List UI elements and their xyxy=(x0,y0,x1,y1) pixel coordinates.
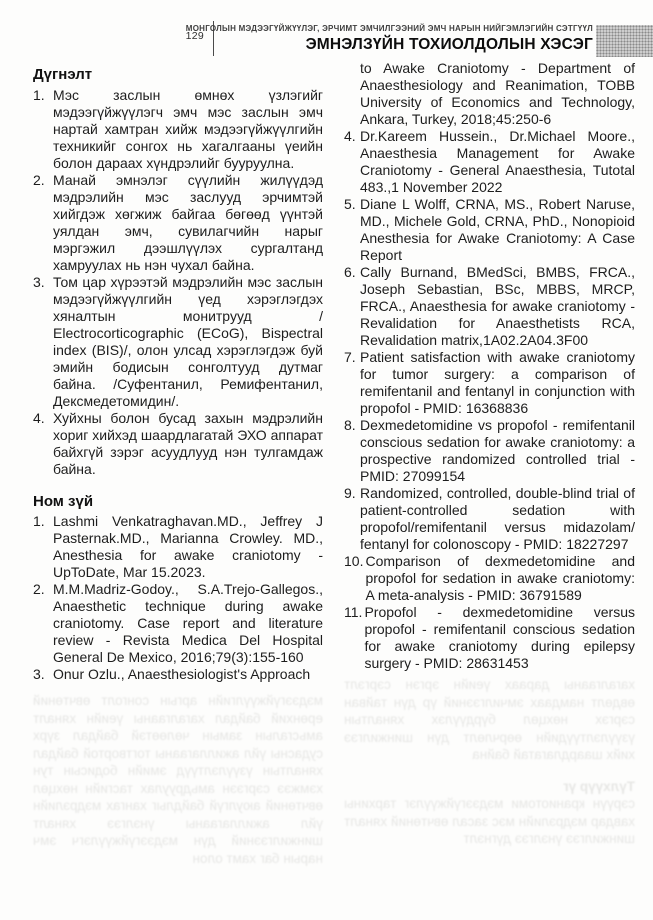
journal-title: МОНГОЛЫН МЭДЭЭГҮЙЖҮҮЛЭГ, ЭРЧИМТ ЭМЧИЛГЭЭНИЙ ЭМЧ НАРЫН НИЙГЭМЛЭГИЙН СЭТГҮҮЛ xyxy=(185,24,593,33)
bibliography-item-9 xyxy=(344,485,635,553)
list-text: Cally Burnand, BMedSci, BMBS, FRCA., Joseph Sebastian, BSc, MBBS, MRCP, FRCA., Anaesthesia for awake craniotomy - Revalidation for Anaesthetists RCA, Revalidation matrix,1A02.2A04.3F00 xyxy=(360,264,635,348)
bibliography-item-7 xyxy=(344,349,635,417)
left-column xyxy=(33,66,323,683)
page-header xyxy=(186,24,593,53)
right-column xyxy=(344,60,635,672)
list-number: 3. xyxy=(33,274,45,290)
list-text: Хуйхны болон бусад захын мэдрэлийн хориг хийхэд шаардлагатай ЭХО аппарат байхгүй зэрэг асуудлууд нэн тулгамдаж байна. xyxy=(53,410,323,477)
conclusion-item-3 xyxy=(33,274,323,410)
page-number: 129 xyxy=(185,30,204,42)
bibliography-item-8 xyxy=(344,417,635,485)
bleed-through-heading: Түлхүүр үг xyxy=(563,778,635,794)
conclusion-item-4 xyxy=(33,410,323,478)
list-text: Dexmedetomidine vs propofol - remifentanil conscious sedation for awake craniotomy: a prospective randomized controlled trial - PMID: 27099154 xyxy=(360,417,635,484)
bibliography-item-4 xyxy=(344,128,635,196)
list-number: 3. xyxy=(33,666,45,682)
list-number: 2. xyxy=(33,581,45,597)
list-number: 4. xyxy=(344,128,356,144)
bleed-through-text-left: мэдээгүйжүүлгийн аргын сонголт өвчтөний ерөнхий байдал хагалгааны үеийн хяналт амьсгалын замын чөлөөтэй байдал зүрх судасны үйл ажиллагааны тогтвортой байдал хяналтын үзүүлэлтүүд эмийн бодисын тун хэмжээ сэргээн амьдруулах тасгийн нөхцөл өвчтөний аюулгүй байдлыг хангах мэдрэлийн үйл ажиллагааны үнэлгээ хяналт шинжилгээний дүн мэдээгүйжүүлэгч эмч нарын баг хамт олон xyxy=(33,693,323,866)
list-number: 8. xyxy=(344,417,356,433)
list-number: 1. xyxy=(33,87,45,103)
bibliography-heading: Ном зүй xyxy=(33,493,94,510)
list-number: 10. xyxy=(344,553,364,569)
list-text: Diane L Wolff, CRNA, MS., Robert Naruse, MD., Michele Gold, CRNA, PhD., Nonopioid Anesthesia for Awake Craniotomy: A Case Report xyxy=(360,196,635,263)
bibliography-item-10 xyxy=(344,553,635,604)
list-number: 5. xyxy=(344,196,356,212)
list-text: Patient satisfaction with awake craniotomy for tumor surgery: a comparison of remifentanil and fentanyl in conjunction with propofol - PMID: 16368836 xyxy=(360,349,635,416)
list-number: 7. xyxy=(344,349,356,365)
bibliography-item-5 xyxy=(344,196,635,264)
list-number: 11. xyxy=(344,604,363,620)
list-number: 9. xyxy=(344,485,356,501)
bleed-through-text-right xyxy=(344,676,635,848)
list-text: Comparison of dexmedetomidine and propofol for sedation in awake craniotomy: A meta-analysis - PMID: 36791589 xyxy=(365,553,635,603)
list-number: 6. xyxy=(344,264,356,280)
header-accent-block xyxy=(596,25,653,57)
bibliography-item-3-continuation: to Awake Craniotomy - Department of Anaesthesiology and Reanimation, TOBB University of Economics and Technology, Ankara, Turkey, 2018;45:250-6 xyxy=(360,60,635,127)
bibliography-item-2 xyxy=(33,581,323,666)
list-number: 2. xyxy=(33,172,45,188)
list-text: Том цар хүрээтэй мэдрэлийн мэс заслын мэдээгүйжүүлгийн үед хэрэглэгдэх хяналтын монитрууд / Electrocorticographic (ECoG), Bispectral index (BIS)/, олон улсад хэрэглэгдэж буй эмийн бодисын сонголтууд дутмаг байна. /Суфентанил, Ремифентанил, Дексмедетомидин/. xyxy=(53,274,323,409)
conclusion-item-1 xyxy=(33,87,323,172)
section-title: ЭМНЭЛЗҮЙН ТОХИОЛДОЛЫН ХЭСЭГ xyxy=(305,36,593,53)
conclusion-item-2 xyxy=(33,172,323,274)
list-text: Dr.Kareem Hussein., Dr.Michael Moore., Anaesthesia Management for Awake Craniotomy - General Anaesthesia, Tutotal 483.,1 November 2022 xyxy=(360,128,635,195)
bleed-through-paragraph: хагалгааны дараах үеийн эргэн сэргэлт өвдөлт намдаах эмчилгээний үр дүн тайван сэргэх нөхцөл бүрдүүлэх хяналтын үзүүлэлтүүдийн өөрчлөлт дүн шинжилгээ хийх шаардлагатай байна xyxy=(344,677,635,762)
list-text: Манай эмнэлэг сүүлийн жилүүдэд мэдрэлийн мэс заслууд эрчимтэй хийгдэж хөгжиж байгаа бөгөөд үүнтэй уялдан эмч, сувилагчийн нарыг мэргэжил дээшлүүлэх сургалтанд хамруулах нь нэн чухал байна. xyxy=(53,172,323,273)
list-text: M.M.Madriz-Godoy., S.A.Trejo-Gallegos., Anaesthetic technique during awake craniotomy. Case report and literature review - Revista Medica Del Hospital General De Mexico, 2016;79(3):155-160 xyxy=(53,581,323,665)
list-text: Randomized, controlled, double-blind trial of patient-controlled sedation with propofol/remifentanil versus midazolam/ fentanyl for colonoscopy - PMID: 18227297 xyxy=(360,485,635,552)
bibliography-item-6 xyxy=(344,264,635,349)
list-text: Onur Ozlu., Anaesthesiologist's Approach xyxy=(53,666,311,682)
bibliography-item-3 xyxy=(33,666,323,683)
list-number: 1. xyxy=(33,513,45,529)
list-text: Propofol - dexmedetomidine versus propofol - remifentanil conscious sedation for awake craniotomy during epilepsy surgery - PMID: 28631453 xyxy=(364,604,635,671)
list-text: Lashmi Venkatraghavan.MD., Jeffrey J Pasternak.MD., Marianna Crowley. MD., Anesthesia for awake craniotomy - UpToDate, Mar 15.2023. xyxy=(53,513,323,580)
bibliography-item-1 xyxy=(33,513,323,581)
bibliography-item-11 xyxy=(344,604,635,672)
conclusion-heading: Дүгнэлт xyxy=(33,66,93,83)
list-number: 4. xyxy=(33,410,45,426)
list-text: Мэс заслын өмнөх үзлэгийг мэдээгүйжүүлэгч эмч мэс заслын эмч нартай хамтран хийж мэдээгүйжүүлгийн техникийг сонгох нь хагалгааны үеийн болон дараах хүндрэлийг бууруулна. xyxy=(53,87,323,171)
bleed-through-paragraph: сэрүүн краниотоми мэдээгүйжүүлэг тархины хавдар мэдрэлийн мэс засал өвчтөний хяналт шинжилгээ үнэлгээ дүгнэлт xyxy=(344,796,635,846)
